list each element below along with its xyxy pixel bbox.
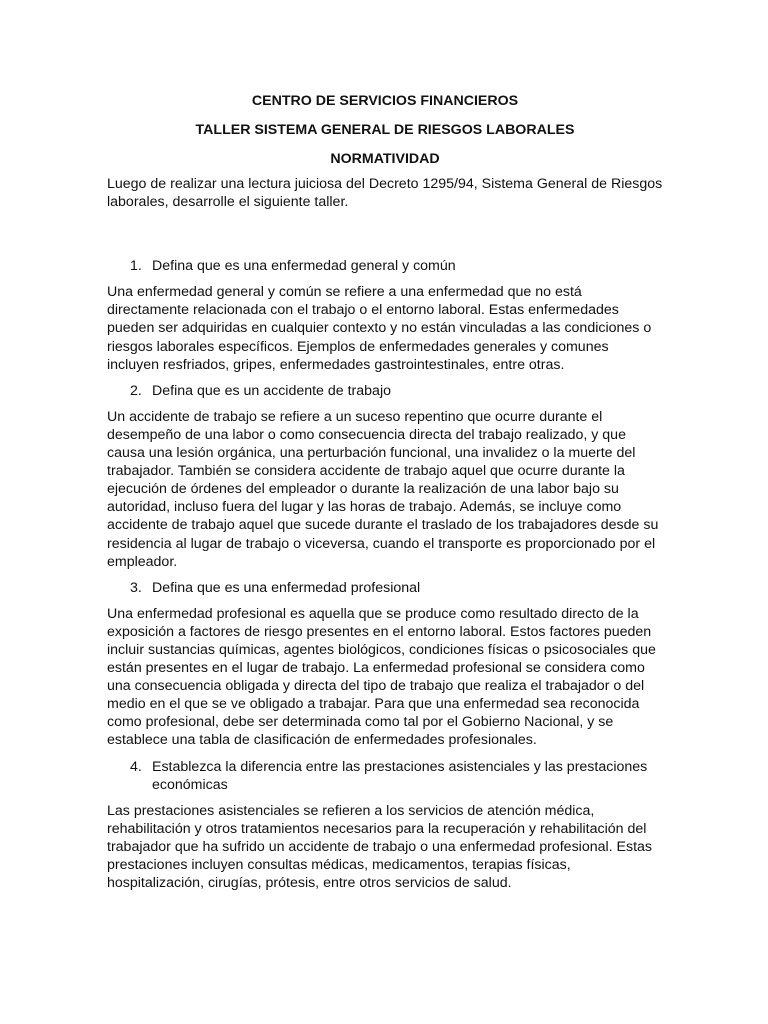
institution-title: CENTRO DE SERVICIOS FINANCIEROS — [251, 93, 519, 109]
answer-paragraph: Una enfermedad general y común se refiere a una enfermedad que no está directamente relacionada con el trabajo o el entorno laboral. Estas enfermedades pueden ser adquiridas en cualquier contexto y no están vinculadas a las condiciones o riesgos laborales específicos. Ejemplos de enfermedades generales y comunes incluyen resfriados, gripes, enfermedades gastrointestinales, entre otras. — [107, 284, 652, 373]
section-title: NORMATIVIDAD — [330, 151, 440, 167]
question-number: 4. — [130, 758, 142, 775]
workshop-title: TALLER SISTEMA GENERAL DE RIESGOS LABORALES — [195, 122, 575, 138]
answer-paragraph: Las prestaciones asistenciales se refieren a los servicios de atención médica, rehabilitación y otros tratamientos necesarios para la recuperación y rehabilitación del trabajador que ha sufrido un accidente de trabajo o una enfermedad profesional. Estas prestaciones incluyen consultas médicas, medicamentos, terapias físicas, hospitalización, cirugías, prótesis, entre otros servicios de salud. — [107, 802, 653, 892]
question-item — [107, 758, 663, 794]
question-text: Defina que es una enfermedad profesional — [152, 579, 421, 596]
question-number: 2. — [130, 382, 142, 399]
question-text: Defina que es una enfermedad general y común — [152, 258, 456, 275]
question-item — [107, 579, 663, 597]
question-number: 1. — [130, 258, 142, 275]
answer-paragraph: Un accidente de trabajo se refiere a un suceso repentino que ocurre durante el desempeño de una labor o como consecuencia directa del trabajo realizado, y que causa una lesión orgánica, una perturbación funcional, una invalidez o la muerte del trabajador. También se considera accidente de trabajo aquel que ocurre durante la ejecución de órdenes del empleador o durante la realización de una labor bajo su autoridad, incluso fuera del lugar y las horas de trabajo. Además, se incluye como accidente de trabajo aquel que sucede durante el traslado de los trabajadores desde su residencia al lugar de trabajo o viceversa, cuando el transporte es proporcionado por el empleador. — [107, 408, 659, 570]
question-text: Establezca la diferencia entre las prestaciones asistenciales y las prestaciones económicas — [152, 758, 648, 793]
question-number: 3. — [130, 579, 142, 596]
question-text: Defina que es un accidente de trabajo — [152, 382, 391, 399]
question-item — [107, 382, 663, 400]
answer-paragraph: Una enfermedad profesional es aquella que se produce como resultado directo de la exposición a factores de riesgo presentes en el entorno laboral. Estos factores pueden incluir sustancias químicas, agentes biológicos, condiciones físicas o psicosociales que están presentes en el lugar de trabajo. La enfermedad profesional se considera como una consecuencia obligada y directa del tipo de trabajo que realiza el trabajador o del medio en el que se ve obligado a trabajar. Para que una enfermedad sea reconocida como profesional, debe ser determinada como tal por el Gobierno Nacional, y se establece una tabla de clasificación de enfermedades profesionales. — [107, 605, 656, 749]
document-body — [107, 92, 663, 900]
intro-paragraph: Luego de realizar una lectura juiciosa del Decreto 1295/94, Sistema General de Riesgos laborales, desarrolle el siguiente taller. — [107, 176, 663, 211]
question-item — [107, 257, 663, 275]
